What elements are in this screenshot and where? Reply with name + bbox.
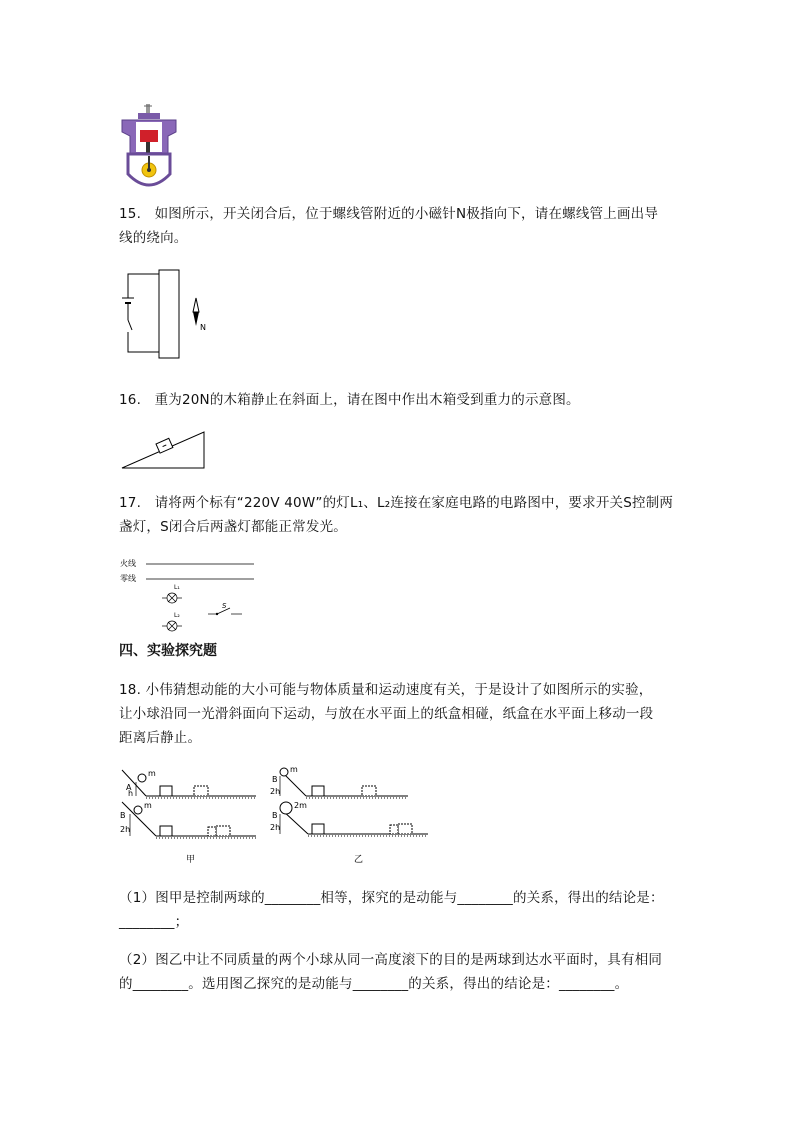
q17-text	[119, 491, 679, 539]
solenoid-figure	[118, 268, 218, 362]
q18-number: 18.	[119, 682, 142, 698]
yi-top-height-label: 2h	[270, 787, 281, 796]
q18-sub1	[119, 886, 679, 934]
experiment-figure-jia	[118, 766, 258, 866]
q17-line1: 请将两个标有“220V 40W”的灯L₁、L₂连接在家庭电路的电路图中，要求开关S控制两	[154, 495, 674, 511]
q15-line1: 如图所示，开关闭合后，位于螺线管附近的小磁针N极指向下，请在螺线管上画出导	[154, 206, 659, 222]
jia-top-height-label: h	[128, 789, 134, 798]
section-title: 四、实验探究题	[119, 643, 217, 659]
neutral-wire-label: 零线	[120, 574, 136, 583]
lamp1-label: L₁	[174, 584, 180, 591]
q16-line1: 重为20N的木箱静止在斜面上，请在图中作出木箱受到重力的示意图。	[154, 392, 580, 408]
lamp2-label: L₂	[174, 612, 180, 619]
q15-line2: 线的绕向。	[119, 230, 188, 246]
q16-number: 16.	[119, 392, 142, 408]
experiment-figure-yi	[268, 766, 428, 866]
jia-top-mass-label: m	[148, 769, 156, 778]
yi-top-point-label: B	[272, 775, 278, 784]
incline-figure	[118, 428, 210, 472]
engine-figure	[118, 104, 180, 192]
q16-text	[119, 388, 679, 412]
jia-bottom-mass-label: m	[144, 801, 152, 810]
q18-sub1-line1: （1）图甲是控制两球的________相等，探究的是动能与________的关系，得出的结论是：	[119, 890, 664, 906]
household-circuit-figure	[118, 556, 258, 634]
q15-text	[119, 202, 679, 250]
figure-yi-caption: 乙	[354, 855, 364, 865]
switch-label: S	[222, 602, 227, 610]
jia-bottom-height-label: 2h	[120, 825, 131, 834]
q18-line1: 小伟猜想动能的大小可能与物体质量和运动速度有关，于是设计了如图所示的实验，	[145, 682, 653, 698]
q18-text	[119, 678, 679, 750]
q18-sub2-line1: （2）图乙中让不同质量的两个小球从同一高度滚下的目的是两球到达水平面时，具有相同	[119, 952, 663, 968]
q18-sub1-line2: ________；	[119, 914, 189, 930]
figure-jia-caption: 甲	[186, 855, 196, 865]
jia-bottom-point-label: B	[120, 811, 126, 820]
q18-line2: 让小球沿同一光滑斜面向下运动，与放在水平面上的纸盒相碰，纸盒在水平面上移动一段	[119, 706, 654, 722]
q17-number: 17.	[119, 495, 142, 511]
q18-line3: 距离后静止。	[119, 730, 202, 746]
q18-sub2	[119, 948, 679, 996]
yi-top-mass-label: m	[290, 766, 298, 774]
yi-bottom-mass-label: 2m	[294, 801, 307, 810]
live-wire-label: 火线	[120, 559, 136, 568]
q18-sub2-line2: 的________。选用图乙探究的是动能与________的关系，得出的结论是：________。	[119, 976, 629, 992]
yi-bottom-height-label: 2h	[270, 823, 281, 832]
q15-number: 15.	[119, 206, 142, 222]
compass-n-label: N	[200, 323, 206, 332]
q17-line2: 盏灯，S闭合后两盏灯都能正常发光。	[119, 519, 347, 535]
yi-bottom-point-label: B	[272, 811, 278, 820]
jia-top-point-label: A	[126, 783, 132, 792]
